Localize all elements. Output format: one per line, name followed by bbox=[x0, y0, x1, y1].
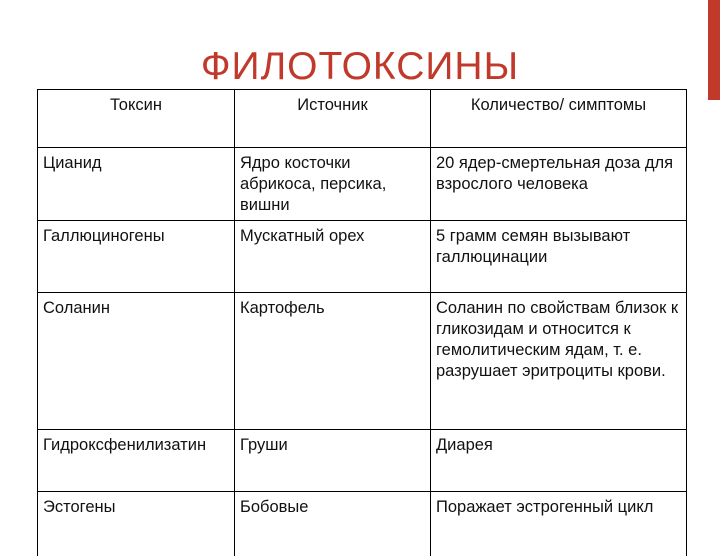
cell-source: Ядро косточки абрикоса, персика, вишни bbox=[235, 148, 431, 221]
slide-title: ФИЛОТОКСИНЫ bbox=[200, 45, 520, 88]
toxin-table bbox=[37, 89, 687, 556]
table-row bbox=[38, 293, 687, 430]
cell-source: Бобовые bbox=[235, 492, 431, 556]
table-row bbox=[38, 148, 687, 221]
cell-source: Мускатный орех bbox=[235, 221, 431, 293]
cell-source: Груши bbox=[235, 430, 431, 492]
cell-effect: 5 грамм семян вызывают галлюцинации bbox=[431, 221, 687, 293]
table-header-row bbox=[38, 90, 687, 148]
table-row bbox=[38, 492, 687, 556]
cell-effect: 20 ядер-смертельная доза для взрослого человека bbox=[431, 148, 687, 221]
cell-source: Картофель bbox=[235, 293, 431, 430]
cell-toxin: Эстогены bbox=[38, 492, 235, 556]
header-toxin: Токсин bbox=[38, 90, 235, 148]
cell-effect: Поражает эстрогенный цикл bbox=[431, 492, 687, 556]
header-source: Источник bbox=[235, 90, 431, 148]
cell-effect: Диарея bbox=[431, 430, 687, 492]
cell-toxin: Гидроксфенилизатин bbox=[38, 430, 235, 492]
table-row bbox=[38, 221, 687, 293]
cell-toxin: Цианид bbox=[38, 148, 235, 221]
cell-toxin: Галлюциногены bbox=[38, 221, 235, 293]
table-row bbox=[38, 430, 687, 492]
cell-effect: Соланин по свойствам близок к гликозидам и относится к гемолитическим ядам, т. е. разрушает эритроциты крови. bbox=[431, 293, 687, 430]
cell-toxin: Соланин bbox=[38, 293, 235, 430]
header-effect: Количество/ симптомы bbox=[431, 90, 687, 148]
